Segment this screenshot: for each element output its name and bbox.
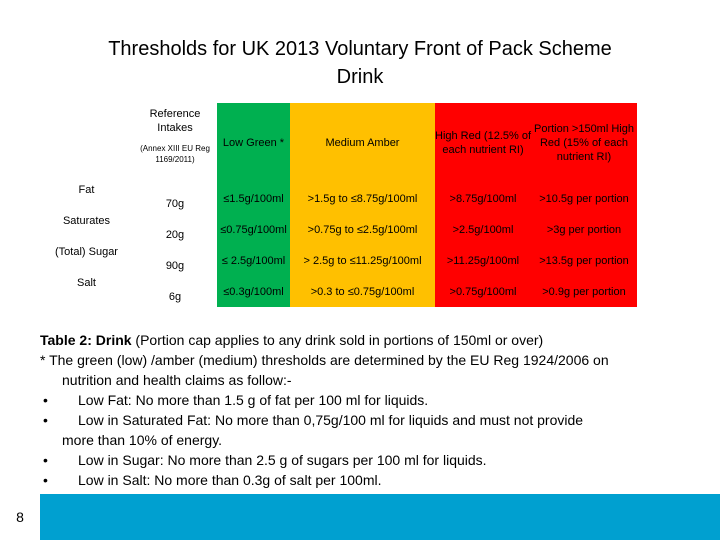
footnote-line-1: * The green (low) /amber (medium) thresholds are determined by the EU Reg 1924/2006 on — [40, 352, 609, 368]
row-sugar-ri: 90g — [165, 260, 185, 272]
row-fat-nutrient: Fat — [78, 184, 95, 196]
page-title — [0, 35, 720, 91]
header-empty — [40, 103, 133, 183]
header-high-red: High Red (12.5% of each nutrient RI) — [435, 103, 531, 183]
bullet-text: Low in Salt: No more than 0.3g of salt per 100ml. — [78, 472, 382, 488]
list-item — [40, 470, 710, 490]
list-item — [40, 410, 710, 430]
list-item — [40, 450, 710, 470]
table-row — [40, 183, 637, 214]
row-saturates-medium: >0.75g to ≤2.5g/100ml — [290, 214, 435, 245]
row-fat-portion: >10.5g per portion — [531, 183, 637, 214]
bullet-text: Low in Saturated Fat: No more than 0,75g/100 ml for liquids and must not provide — [78, 412, 584, 428]
bullet-text: Low Fat: No more than 1.5 g of fat per 100 ml for liquids. — [78, 392, 429, 408]
header-reference-note: (Annex XIII EU Reg 1169/2011) — [140, 144, 210, 164]
row-fat-medium: >1.5g to ≤8.75g/100ml — [290, 183, 435, 214]
bullet-icon: • — [43, 412, 48, 428]
row-salt-portion: >0.9g per portion — [531, 276, 637, 307]
row-salt-high: >0.75g/100ml — [435, 276, 531, 307]
bullet-icon: • — [43, 392, 48, 408]
notes-block — [40, 330, 710, 490]
row-salt-medium: >0.3 to ≤0.75g/100ml — [290, 276, 435, 307]
bullet-icon: • — [43, 472, 48, 488]
row-salt-nutrient: Salt — [77, 277, 96, 289]
header-portion-high-red: Portion >150ml High Red (15% of each nutrient RI) — [531, 103, 637, 183]
row-sugar-high: >11.25g/100ml — [435, 245, 531, 276]
row-saturates-ri: 20g — [165, 229, 185, 241]
row-sugar-medium: > 2.5g to ≤11.25g/100ml — [290, 245, 435, 276]
row-saturates-portion: >3g per portion — [531, 214, 637, 245]
row-fat-low: ≤1.5g/100ml — [217, 183, 290, 214]
table-caption — [40, 330, 710, 350]
row-sugar-low: ≤ 2.5g/100ml — [217, 245, 290, 276]
title-line-2: Drink — [336, 66, 384, 88]
bullet-icon: • — [43, 452, 48, 468]
header-reference-intakes-label: Reference Intakes — [149, 108, 201, 134]
caption-rest: (Portion cap applies to any drink sold in portions of 150ml or over) — [131, 332, 544, 348]
table-row — [40, 245, 637, 276]
row-saturates-high: >2.5g/100ml — [435, 214, 531, 245]
row-sugar-portion: >13.5g per portion — [531, 245, 637, 276]
thresholds-table — [40, 103, 637, 307]
list-item — [40, 390, 710, 410]
row-salt-low: ≤0.3g/100ml — [217, 276, 290, 307]
table-header-row — [40, 103, 637, 183]
page-number: 8 — [0, 494, 40, 540]
caption-bold: Table 2: Drink — [40, 332, 132, 348]
title-line-1: Thresholds for UK 2013 Voluntary Front of Pack Scheme — [108, 38, 612, 60]
row-saturates-low: ≤0.75g/100ml — [217, 214, 290, 245]
footer-bar — [0, 494, 720, 540]
table-row — [40, 214, 637, 245]
row-fat-ri: 70g — [165, 198, 185, 210]
table-row — [40, 276, 637, 307]
header-reference-intakes — [133, 103, 217, 183]
footnote-line-2: nutrition and health claims as follow:- — [62, 372, 292, 388]
row-saturates-nutrient: Saturates — [62, 215, 111, 227]
header-low-green: Low Green * — [217, 103, 290, 183]
row-sugar-nutrient: (Total) Sugar — [55, 246, 118, 258]
row-salt-ri: 6g — [168, 291, 182, 303]
header-medium-amber: Medium Amber — [290, 103, 435, 183]
bullet-continuation: more than 10% of energy. — [62, 432, 223, 448]
bullet-text: Low in Sugar: No more than 2.5 g of sugars per 100 ml for liquids. — [78, 452, 487, 468]
row-fat-high: >8.75g/100ml — [435, 183, 531, 214]
